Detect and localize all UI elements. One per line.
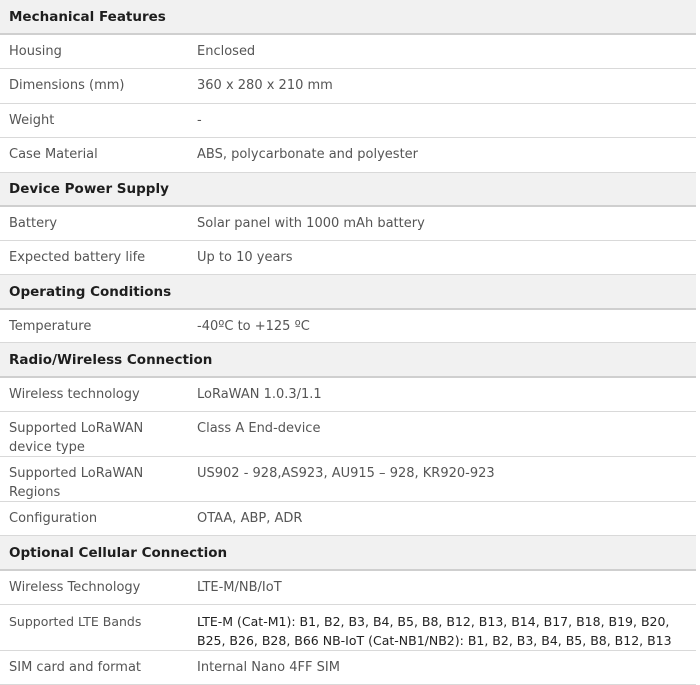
spec-label: Wireless Technology — [9, 580, 141, 595]
spec-value: ABS, polycarbonate and polyester — [197, 147, 419, 162]
spec-row — [0, 104, 696, 138]
spec-value: US902 - 928,AS923, AU915 – 928, KR920-923 — [197, 466, 495, 481]
spec-row — [0, 651, 696, 685]
spec-value: OTAA, ABP, ADR — [197, 511, 303, 526]
spec-row — [0, 571, 696, 605]
section-title: Optional Cellular Connection — [9, 544, 228, 561]
section-header — [0, 275, 696, 310]
spec-label: Supported LoRaWAN Regions — [9, 466, 144, 500]
spec-value: Class A End-device — [197, 421, 321, 436]
spec-label: Case Material — [9, 147, 98, 162]
section-title: Device Power Supply — [9, 181, 169, 197]
spec-value: - — [197, 113, 202, 128]
spec-label: Expected battery life — [9, 250, 146, 265]
spec-label: Supported LoRaWAN device type — [9, 421, 144, 455]
spec-label: Battery — [9, 216, 58, 231]
spec-value: LTE-M/NB/IoT — [197, 580, 282, 595]
spec-value: LTE-M (Cat-M1): B1, B2, B3, B4, B5, B8, B12, B13, B14, B17, B18, B19, B20, B25, B26, B28, B66 NB-IoT (Cat-NB1/NB2): B1, B2, B3, B4, B5, B8, B12, B13 — [197, 614, 672, 648]
spec-value: -40ºC to +125 ºC — [197, 319, 310, 334]
spec-label: Supported LTE Bands — [9, 614, 142, 629]
spec-row — [0, 35, 696, 69]
spec-row — [0, 378, 696, 412]
section-title: Radio/Wireless Connection — [9, 351, 213, 368]
spec-value: Enclosed — [197, 44, 256, 59]
spec-row — [0, 502, 696, 536]
spec-row — [0, 207, 696, 241]
section-header — [0, 536, 696, 571]
spec-value: Internal Nano 4FF SIM — [197, 660, 340, 675]
spec-row — [0, 457, 696, 502]
spec-label: Weight — [9, 113, 55, 128]
spec-value: Up to 10 years — [197, 250, 293, 265]
spec-row — [0, 241, 696, 275]
spec-value: LoRaWAN 1.0.3/1.1 — [197, 387, 322, 402]
spec-row — [0, 138, 696, 173]
spec-row — [0, 605, 696, 651]
spec-row — [0, 310, 696, 343]
spec-label: Configuration — [9, 511, 98, 526]
spec-label: Wireless technology — [9, 387, 140, 402]
section-header — [0, 173, 696, 207]
section-title: Operating Conditions — [9, 283, 172, 300]
spec-value: Solar panel with 1000 mAh battery — [197, 216, 425, 231]
spec-label: Housing — [9, 44, 62, 59]
spec-label: SIM card and format — [9, 660, 142, 675]
spec-row — [0, 412, 696, 457]
spec-label: Temperature — [9, 319, 92, 334]
spec-row — [0, 69, 696, 104]
section-header — [0, 343, 696, 378]
section-header — [0, 0, 696, 35]
spec-label: Dimensions (mm) — [9, 78, 125, 93]
section-title: Mechanical Features — [9, 8, 166, 25]
spec-value: 360 x 280 x 210 mm — [197, 78, 333, 93]
